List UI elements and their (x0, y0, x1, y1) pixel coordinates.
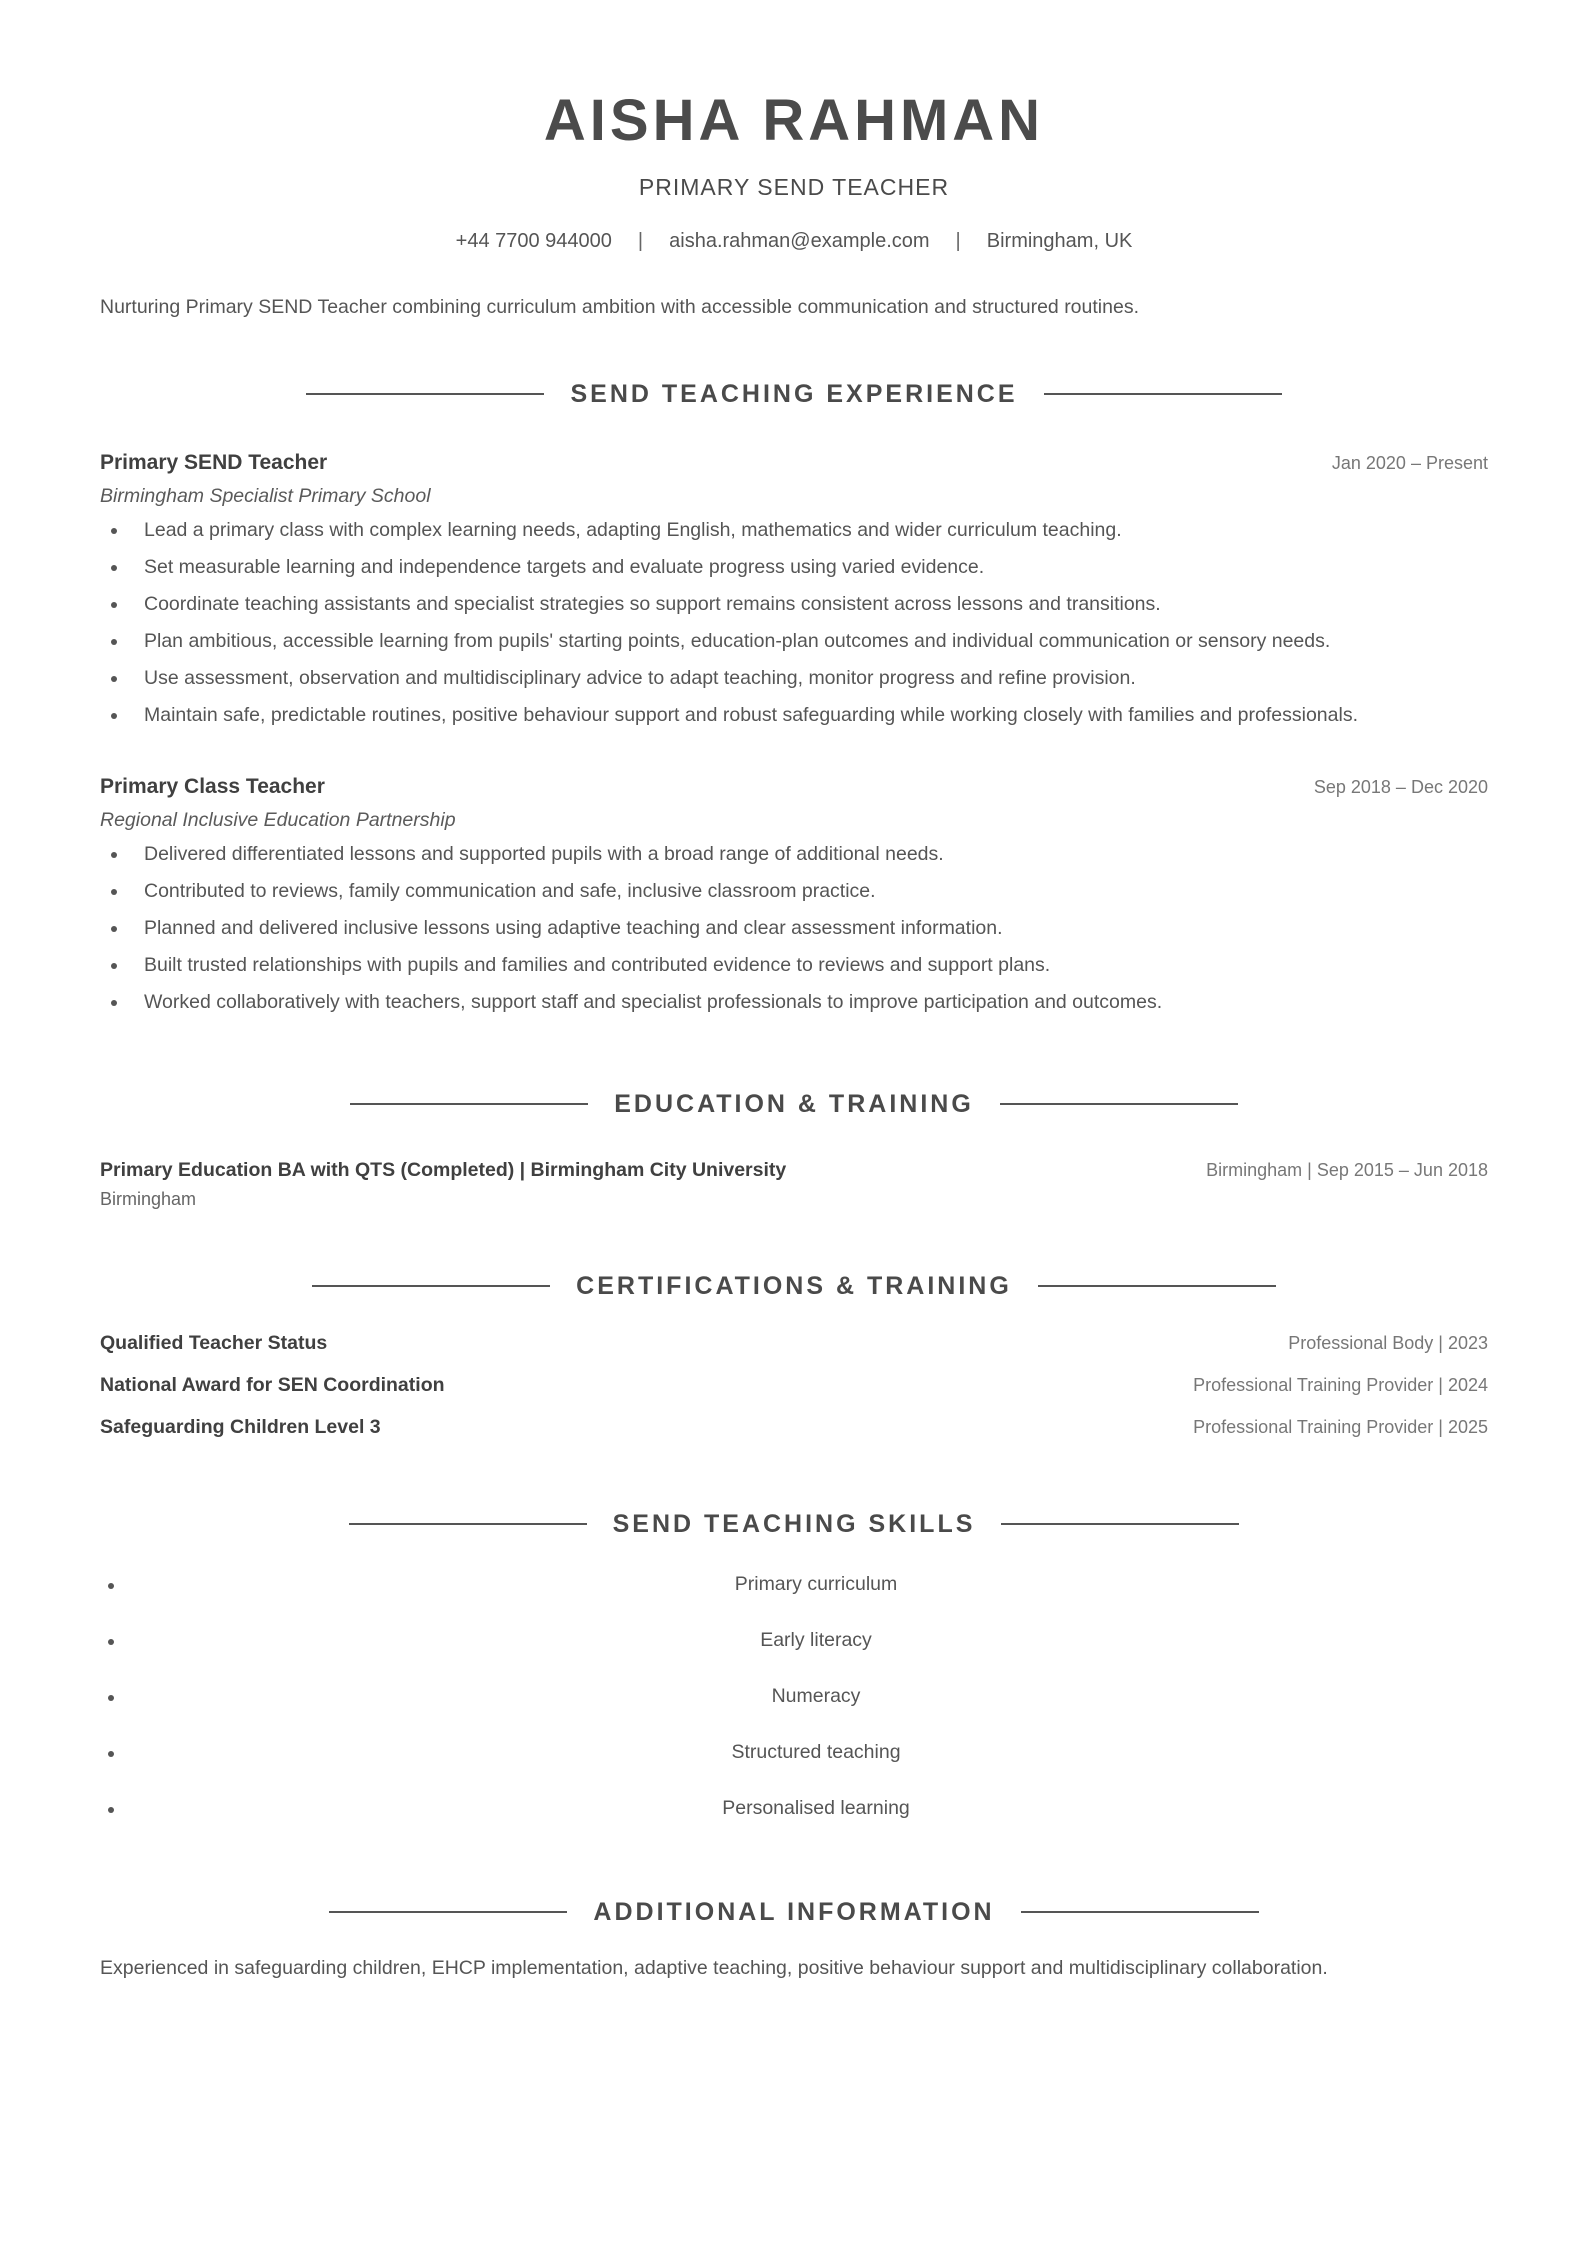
bullet-item: Set measurable learning and independence targets and evaluate progress using varied evidence. (100, 553, 1488, 581)
section-heading-certifications (100, 1270, 1488, 1302)
degree-title: Primary Education BA with QTS (Completed) | Birmingham City University (100, 1159, 787, 1181)
education-location: Birmingham (100, 1189, 197, 1209)
bullet-item: Coordinate teaching assistants and specialist strategies so support remains consistent across lessons and transitions. (100, 590, 1488, 618)
skill-item (100, 1738, 1488, 1766)
location: Birmingham, UK (986, 230, 1133, 252)
section-title: EDUCATION & TRAINING (614, 1090, 974, 1118)
bullet-item: Planned and delivered inclusive lessons using adaptive teaching and clear assessment information. (100, 914, 1488, 942)
bullet-dot (108, 1583, 114, 1589)
job-entry (100, 448, 1488, 738)
bullet-dot (108, 1695, 114, 1701)
candidate-title: PRIMARY SEND TEACHER (638, 174, 950, 200)
education-entry (100, 1156, 1488, 1212)
bullet-item: Lead a primary class with complex learning needs, adapting English, mathematics and wider curriculum teaching. (100, 516, 1488, 544)
bullet-item: Worked collaboratively with teachers, support staff and specialist professionals to improve participation and outcomes. (100, 988, 1488, 1016)
skill-item (100, 1626, 1488, 1654)
bullet-item: Use assessment, observation and multidisciplinary advice to adapt teaching, monitor progress and refine provision. (100, 664, 1488, 692)
heading-rule (350, 1103, 588, 1105)
job-entry (100, 772, 1488, 1025)
skill-label: Primary curriculum (734, 1573, 898, 1595)
certification-item (100, 1329, 1488, 1357)
job-bullets (100, 840, 1488, 1016)
bullet-item: Built trusted relationships with pupils and families and contributed evidence to reviews and support plans. (100, 951, 1488, 979)
heading-rule (329, 1911, 567, 1913)
certification-name: Safeguarding Children Level 3 (100, 1416, 381, 1438)
heading-rule (349, 1523, 587, 1525)
skill-label: Structured teaching (731, 1741, 901, 1763)
section-heading-education (100, 1088, 1488, 1120)
heading-rule (306, 393, 544, 395)
section-title: SEND TEACHING EXPERIENCE (570, 380, 1018, 408)
phone-number: +44 7700 944000 (455, 230, 612, 252)
job-title: Primary Class Teacher (100, 775, 325, 798)
job-dates: Sep 2018 – Dec 2020 (1313, 777, 1488, 797)
skill-item (100, 1570, 1488, 1598)
education-meta: Birmingham | Sep 2015 – Jun 2018 (1206, 1160, 1488, 1180)
contact-line (100, 228, 1488, 254)
job-bullets (100, 516, 1488, 729)
section-heading-additional (100, 1896, 1488, 1928)
certification-meta: Professional Body | 2023 (1288, 1333, 1488, 1353)
certification-meta: Professional Training Provider | 2025 (1193, 1417, 1488, 1437)
candidate-name: AISHA RAHMAN (543, 88, 1045, 153)
heading-rule (1001, 1523, 1239, 1525)
job-title: Primary SEND Teacher (100, 451, 328, 474)
heading-rule (1038, 1285, 1276, 1287)
heading-rule (312, 1285, 550, 1287)
certification-name: National Award for SEN Coordination (100, 1374, 445, 1396)
skill-item (100, 1682, 1488, 1710)
certification-meta: Professional Training Provider | 2024 (1193, 1375, 1488, 1395)
professional-summary: Nurturing Primary SEND Teacher combining curriculum ambition with accessible communication and structured routines. (100, 296, 1139, 318)
certification-name: Qualified Teacher Status (100, 1332, 328, 1354)
additional-information-text: Experienced in safeguarding children, EHCP implementation, adaptive teaching, positive behaviour support and multidisciplinary collaboration. (100, 1957, 1328, 1979)
heading-rule (1000, 1103, 1238, 1105)
heading-rule (1021, 1911, 1259, 1913)
skill-label: Personalised learning (722, 1797, 910, 1819)
job-organisation: Birmingham Specialist Primary School (100, 485, 431, 507)
contact-separator: | (637, 230, 644, 252)
job-organisation: Regional Inclusive Education Partnership (100, 809, 456, 831)
section-title: SEND TEACHING SKILLS (612, 1510, 976, 1538)
email-address: aisha.rahman@example.com (669, 230, 930, 252)
bullet-dot (108, 1751, 114, 1757)
certification-item (100, 1413, 1488, 1441)
skill-label: Numeracy (771, 1685, 861, 1707)
section-heading-experience (100, 378, 1488, 410)
section-heading-skills (100, 1508, 1488, 1540)
bullet-item: Delivered differentiated lessons and supported pupils with a broad range of additional needs. (100, 840, 1488, 868)
section-title: CERTIFICATIONS & TRAINING (576, 1272, 1012, 1300)
bullet-item: Plan ambitious, accessible learning from pupils' starting points, education-plan outcomes and individual communication or sensory needs. (100, 627, 1488, 655)
bullet-dot (108, 1807, 114, 1813)
heading-rule (1044, 393, 1282, 395)
bullet-item: Maintain safe, predictable routines, positive behaviour support and robust safeguarding while working closely with families and professionals. (100, 701, 1488, 729)
job-dates: Jan 2020 – Present (1331, 453, 1488, 473)
skill-label: Early literacy (760, 1629, 872, 1651)
certification-item (100, 1371, 1488, 1399)
bullet-dot (108, 1639, 114, 1645)
bullet-item: Contributed to reviews, family communication and safe, inclusive classroom practice. (100, 877, 1488, 905)
contact-separator: | (955, 230, 961, 252)
section-title: ADDITIONAL INFORMATION (593, 1898, 995, 1926)
skill-item (100, 1794, 1488, 1822)
